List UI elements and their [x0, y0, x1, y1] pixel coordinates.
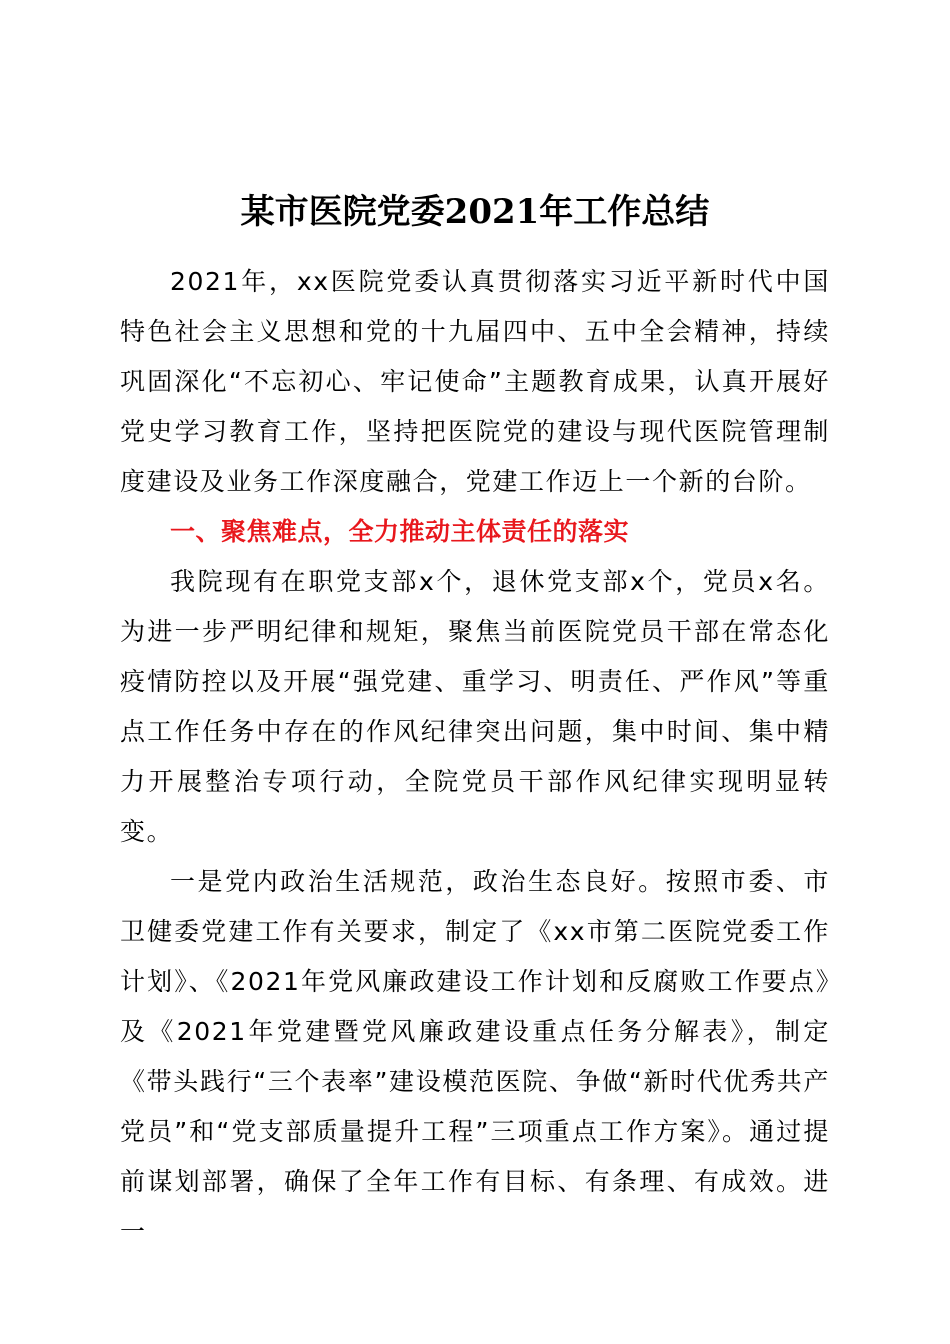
paragraph-political-life: 一是党内政治生活规范，政治生态良好。按照市委、市卫健委党建工作有关要求，制定了《xx市第二医院党委工作计划》、《2021年党风廉政建设工作计划和反腐败工作要点》及《2021年党建暨党风廉政建设重点任务分解表》，制定《带头践行“三个表率”建设模范医院、争做“新时代优秀共产党员”和“党支部质量提升工程”三项重点工作方案》。通过提前谋划部署，确保了全年工作有目标、有条理、有成效。进一: [120, 867, 830, 1246]
paragraph-party-branches: 我院现有在职党支部x个，退休党支部x个，党员x名。为进一步严明纪律和规矩，聚焦当前医院党员干部在常态化疫情防控以及开展“强党建、重学习、明责任、严作风”等重点工作任务中存在的作风纪律突出问题，集中时间、集中精力开展整治专项行动，全院党员干部作风纪律实现明显转变。: [120, 567, 830, 846]
section-heading-1: 一、聚焦难点，全力推动主体责任的落实: [170, 517, 630, 546]
document-title: 某市医院党委2021年工作总结: [240, 192, 710, 232]
paragraph-intro: 2021年，xx医院党委认真贯彻落实习近平新时代中国特色社会主义思想和党的十九届四中、五中全会精神，持续巩固深化“不忘初心、牢记使命”主题教育成果，认真开展好党史学习教育工作，坚持把医院党的建设与现代医院管理制度建设及业务工作深度融合，党建工作迈上一个新的台阶。: [120, 267, 830, 496]
document-body: [120, 257, 830, 1257]
